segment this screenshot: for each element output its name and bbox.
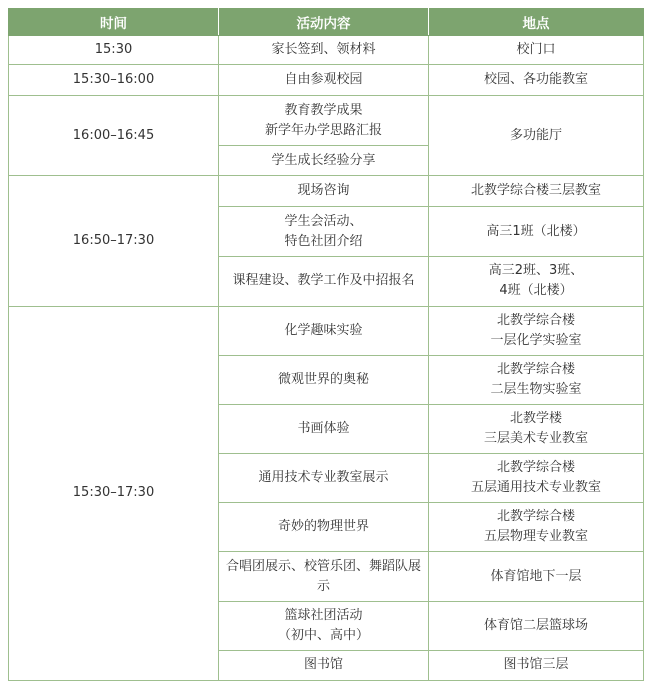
header-row (9, 9, 644, 36)
location-cell (429, 355, 644, 404)
location-text: 北教学楼 三层美术专业教室 (483, 411, 588, 447)
location-cell (429, 454, 644, 503)
location-cell (429, 650, 644, 680)
location-text: 高三2班、3班、 4班（北楼） (488, 263, 584, 299)
activity-cell (219, 256, 429, 306)
time-text: 15:30 (94, 42, 133, 58)
activity-cell (219, 207, 429, 256)
location-cell (429, 207, 644, 256)
activity-text: 合唱团展示、校管乐团、舞蹈队展示 (225, 558, 421, 594)
location-text: 校园、各功能教室 (483, 72, 588, 88)
location-text: 北教学综合楼 二层生物实验室 (490, 361, 582, 397)
table-row (9, 65, 644, 96)
time-cell (9, 306, 219, 680)
location-text: 图书馆三层 (503, 657, 569, 673)
activity-text: 化学趣味实验 (284, 322, 363, 338)
location-text: 体育馆二层篮球场 (483, 617, 588, 633)
activity-text: 课程建设、教学工作及中招报名 (232, 273, 415, 289)
activity-text: 自由参观校园 (284, 72, 363, 88)
location-cell (429, 405, 644, 454)
location-text: 北教学综合楼 一层化学实验室 (490, 312, 582, 348)
time-cell (9, 36, 219, 65)
table-row (9, 96, 644, 146)
activity-cell (219, 306, 429, 355)
time-cell (9, 176, 219, 306)
table-row (9, 176, 644, 207)
location-text: 多功能厅 (509, 127, 562, 143)
location-cell (429, 36, 644, 65)
table-row (9, 306, 644, 355)
activity-text: 现场咨询 (297, 183, 350, 199)
activity-text: 微观世界的奥秘 (277, 371, 369, 387)
activity-cell (219, 355, 429, 404)
activity-cell (219, 405, 429, 454)
header-activity: 活动内容 (219, 9, 429, 36)
time-text: 16:50–17:30 (72, 233, 155, 249)
location-cell (429, 256, 644, 306)
activity-cell (219, 454, 429, 503)
activity-text: 图书馆 (303, 657, 343, 673)
table-row (9, 36, 644, 65)
location-text: 北教学综合楼 五层物理专业教室 (483, 509, 588, 545)
activity-cell (219, 65, 429, 96)
activity-cell (219, 552, 429, 601)
activity-text: 奇妙的物理世界 (277, 519, 369, 535)
header-location: 地点 (429, 9, 644, 36)
activity-cell (219, 96, 429, 146)
time-text: 15:30–16:00 (72, 72, 155, 88)
location-cell (429, 601, 644, 650)
schedule-table (8, 8, 644, 681)
activity-cell (219, 146, 429, 176)
activity-cell (219, 650, 429, 680)
location-cell (429, 552, 644, 601)
time-text: 15:30–17:30 (72, 485, 155, 501)
activity-text: 学生会活动、 特色社团介绍 (284, 213, 363, 249)
activity-cell (219, 601, 429, 650)
location-text: 北教学综合楼三层教室 (470, 183, 601, 199)
location-cell (429, 65, 644, 96)
activity-text: 通用技术专业教室展示 (258, 470, 389, 486)
time-cell (9, 65, 219, 96)
activity-text: 教育教学成果 新学年办学思路汇报 (264, 102, 382, 138)
location-cell (429, 96, 644, 176)
location-cell (429, 503, 644, 552)
time-cell (9, 96, 219, 176)
location-cell (429, 176, 644, 207)
activity-text: 家长签到、领材料 (271, 42, 376, 58)
location-text: 体育馆地下一层 (490, 568, 582, 584)
activity-text: 篮球社团活动 （初中、高中） (277, 607, 369, 643)
location-cell (429, 306, 644, 355)
activity-text: 学生成长经验分享 (271, 152, 376, 168)
location-text: 校门口 (516, 42, 556, 58)
activity-cell (219, 36, 429, 65)
location-text: 北教学综合楼 五层通用技术专业教室 (470, 460, 601, 496)
activity-cell (219, 503, 429, 552)
header-time: 时间 (9, 9, 219, 36)
time-text: 16:00–16:45 (72, 127, 155, 143)
location-text: 高三1班（北楼） (486, 223, 586, 239)
activity-text: 书画体验 (297, 421, 350, 437)
activity-cell (219, 176, 429, 207)
